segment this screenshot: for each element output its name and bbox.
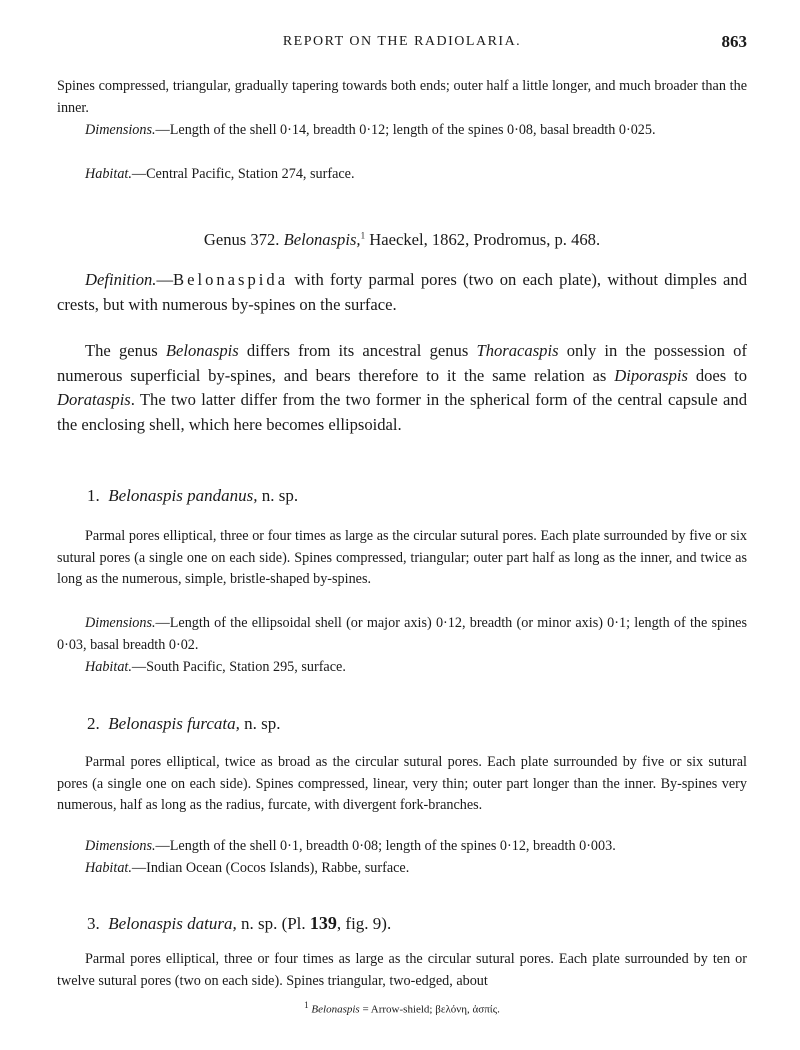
species-description: Parmal pores elliptical, three or four times as large as the circular sutural pores. Each plate surrounded by ten or twelve sutural pores (two on each side). Spines triangular, two-edged, about (57, 951, 747, 989)
habitat-text: —Central Pacific, Station 274, surface. (131, 166, 355, 182)
species-dimensions (57, 613, 747, 656)
species-description: Parmal pores elliptical, twice as broad as the circular sutural pores. Each plate surrounded by five or six sutural pores (a single one on each side). Spines compressed, linear, very thin; outer part longer than the inner. By-spines very numerous, half as long as the radius, furcate, with divergent fork-branches. (57, 754, 747, 813)
discussion-text: only in the possession of numerous superficial by-spines, and bears therefore to it the same relation as (57, 341, 747, 385)
dimensions-text: —Length of the shell 0·1, breadth 0·08; length of the spines 0·12, breadth 0·003. (155, 838, 616, 854)
habitat-text: —South Pacific, Station 295, surface. (131, 659, 346, 675)
header-title: REPORT ON THE RADIOLARIA. (282, 34, 522, 49)
species-habitat (57, 657, 747, 679)
definition-dash: — (156, 270, 174, 289)
species-name: Belonaspis furcata, (108, 714, 240, 733)
dimensions-label: Dimensions. (85, 838, 156, 854)
discussion-paragraph (57, 339, 747, 437)
genus-authority: Haeckel, 1862, Prodromus, p. 468. (369, 230, 601, 249)
species-name: Belonaspis pandanus, (108, 486, 258, 505)
habitat-label: Habitat. (85, 860, 132, 876)
species-name: Belonaspis datura, (108, 914, 237, 933)
footnote-text: = Arrow-shield; βελόνη, ἀσπίς. (359, 1003, 500, 1016)
dimensions-label: Dimensions. (85, 122, 156, 138)
genus-ref: Thoracaspis (476, 341, 559, 360)
footnote-marker: 1 (360, 230, 366, 241)
genus-ref: Diporaspis (614, 365, 688, 385)
footnote-marker: 1 (304, 1000, 309, 1010)
habitat-label: Habitat. (85, 166, 132, 182)
footnote-term: Belonaspis (311, 1003, 360, 1016)
page-number: 863 (721, 32, 747, 51)
genus-heading (57, 230, 747, 250)
genus-ref: Belonaspis (165, 341, 239, 360)
species-status: n. sp. (Pl. (240, 914, 306, 933)
species-habitat (57, 858, 747, 880)
species-number: 2. (87, 714, 100, 733)
discussion-text: The genus (85, 341, 166, 360)
dimensions-text: —Length of the ellipsoidal shell (or major axis) 0·12, breadth (or minor axis) 0·1; length of the spines 0·03, basal breadth 0·02. (57, 615, 747, 653)
genus-prefix: Genus 372. (203, 230, 280, 249)
genus-name: Belonaspis, (283, 230, 361, 249)
definition-paragraph (57, 268, 747, 317)
definition-text: with forty parmal pores (two on each plate), without dimples and crests, but with numerous by-spines on the surface. (57, 270, 747, 314)
figure-ref: , fig. 9). (336, 914, 392, 933)
species-status: n. sp. (261, 486, 299, 505)
definition-group: Belonaspida (173, 270, 289, 289)
prev-species-desc: Spines compressed, triangular, gradually tapering towards both ends; outer half a little longer, and much broader than the inner. (57, 78, 747, 116)
discussion-text: differs from its ancestral genus (238, 341, 477, 360)
species-dimensions (57, 836, 747, 858)
prev-habitat (57, 164, 747, 186)
species-heading (87, 913, 747, 934)
habitat-label: Habitat. (85, 659, 132, 675)
habitat-text: —Indian Ocean (Cocos Islands), Rabbe, surface. (131, 860, 410, 876)
discussion-text: . The two latter differ from the two former in the spherical form of the central capsule and the enclosing shell, which here becomes ellipsoidal. (57, 390, 747, 434)
discussion-text: does to (687, 365, 747, 385)
prev-dimensions (57, 120, 747, 142)
species-description: Parmal pores elliptical, three or four times as large as the circular sutural pores. Each plate surrounded by five or six sutural pores (a single one on each side). Spines compressed, triangular; outer part half as long as the inner, and twice as long as the numerous, simple, bristle-shaped by-spines. (57, 528, 747, 587)
running-header (57, 34, 747, 56)
species-heading (87, 714, 747, 734)
genus-ref: Dorataspis (57, 390, 131, 409)
footnote (57, 1000, 747, 1016)
species-status: n. sp. (244, 714, 281, 733)
definition-label: Definition. (85, 270, 157, 289)
dimensions-text: —Length of the shell 0·14, breadth 0·12; length of the spines 0·08, basal breadth 0·025. (155, 122, 656, 138)
species-number: 1. (87, 486, 100, 505)
plate-number: 139 (309, 913, 337, 933)
species-number: 3. (87, 914, 100, 933)
dimensions-label: Dimensions. (85, 615, 156, 631)
species-heading (87, 486, 747, 506)
